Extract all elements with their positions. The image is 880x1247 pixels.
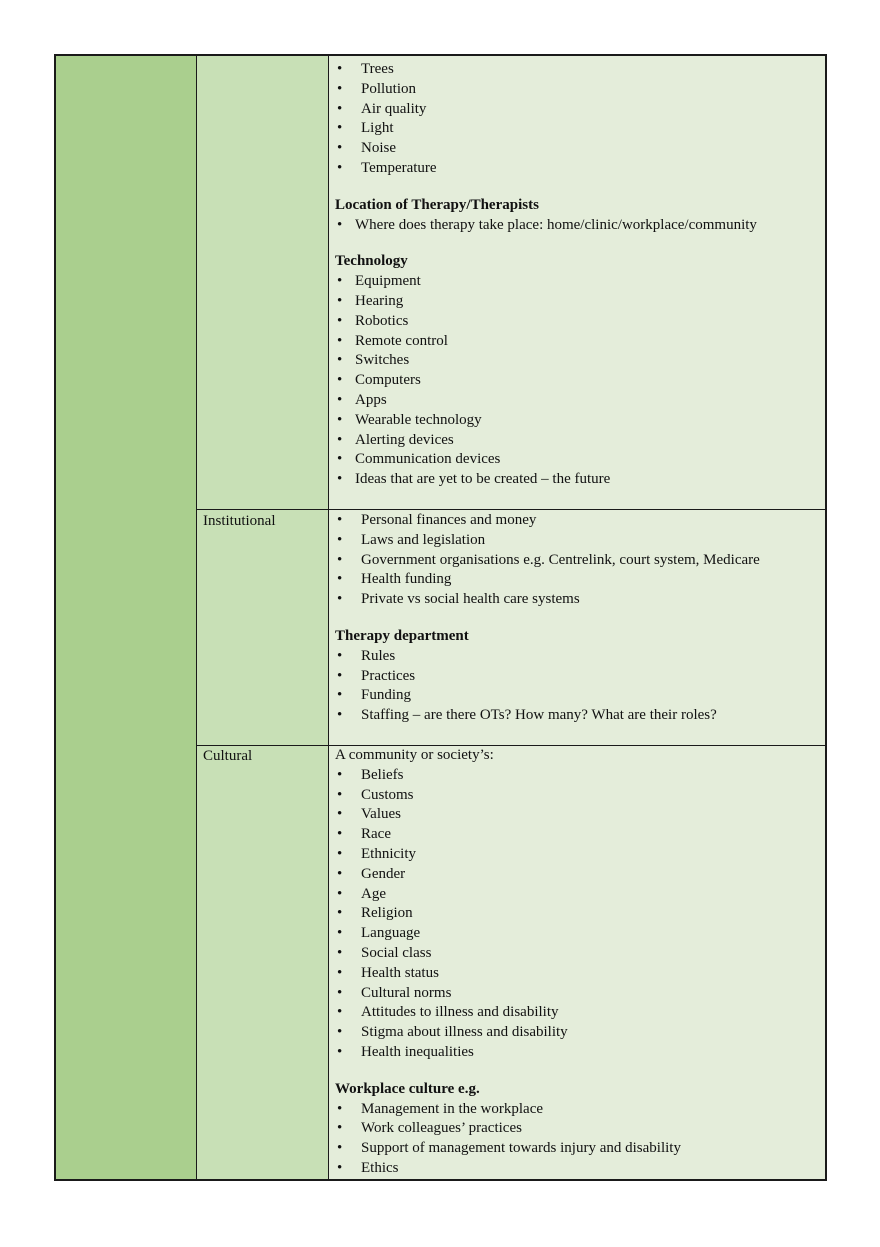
- list-item: • Wearable technology: [335, 411, 819, 431]
- list-item: • Ethics: [335, 1159, 819, 1179]
- row-divider: [197, 509, 825, 510]
- environment-table: [54, 54, 827, 1181]
- list-item: • Health funding: [335, 570, 819, 590]
- location-list: [335, 216, 819, 236]
- category-column: [56, 56, 197, 1179]
- list-item: • Computers: [335, 371, 819, 391]
- cultural-label: Cultural: [203, 748, 253, 764]
- list-item: • Work colleagues’ practices: [335, 1119, 819, 1139]
- cultural-cell: [335, 746, 819, 1179]
- workplace-culture-heading: Workplace culture e.g.: [335, 1080, 480, 1097]
- therapy-department-list: [335, 647, 819, 726]
- list-item: • Rules: [335, 647, 819, 667]
- list-item: • Alerting devices: [335, 431, 819, 451]
- list-item: • Beliefs: [335, 766, 819, 786]
- list-item: • Remote control: [335, 332, 819, 352]
- list-item: • Communication devices: [335, 450, 819, 470]
- list-item: • Pollution: [335, 80, 819, 100]
- list-item: • Trees: [335, 60, 819, 80]
- technology-heading: Technology: [335, 253, 408, 270]
- technology-list: [335, 272, 819, 490]
- list-item: • Health inequalities: [335, 1043, 819, 1063]
- list-item: • Ideas that are yet to be created – the future: [335, 470, 819, 490]
- workplace-culture-list: [335, 1100, 819, 1179]
- list-item: • Light: [335, 119, 819, 139]
- list-item: • Cultural norms: [335, 984, 819, 1004]
- institutional-label: Institutional: [203, 513, 276, 529]
- list-item: • Support of management towards injury and disability: [335, 1139, 819, 1159]
- location-heading: Location of Therapy/Therapists: [335, 196, 539, 213]
- list-item: • Funding: [335, 686, 819, 706]
- list-item: • Practices: [335, 667, 819, 687]
- list-item: • Staffing – are there OTs? How many? What are their roles?: [335, 706, 819, 726]
- institutional-cell: [335, 511, 819, 726]
- list-item: • Language: [335, 924, 819, 944]
- list-item: • Robotics: [335, 312, 819, 332]
- list-item: • Where does therapy take place: home/clinic/workplace/community: [335, 216, 819, 236]
- list-item: • Race: [335, 825, 819, 845]
- list-item: • Laws and legislation: [335, 531, 819, 551]
- list-item: • Apps: [335, 391, 819, 411]
- list-item: • Personal finances and money: [335, 511, 819, 531]
- environment-list: [335, 60, 819, 179]
- cultural-intro: A community or society’s:: [335, 747, 494, 763]
- therapy-department-heading: Therapy department: [335, 627, 469, 644]
- list-item: • Gender: [335, 865, 819, 885]
- list-item: • Age: [335, 885, 819, 905]
- subcategory-column: [197, 56, 329, 1179]
- list-item: • Customs: [335, 786, 819, 806]
- list-item: • Government organisations e.g. Centrelink, court system, Medicare: [335, 551, 819, 571]
- cultural-list: [335, 766, 819, 1063]
- list-item: • Equipment: [335, 272, 819, 292]
- list-item: • Air quality: [335, 100, 819, 120]
- institutional-list: [335, 511, 819, 610]
- list-item: • Hearing: [335, 292, 819, 312]
- list-item: • Values: [335, 805, 819, 825]
- list-item: • Health status: [335, 964, 819, 984]
- list-item: • Management in the workplace: [335, 1100, 819, 1120]
- list-item: • Social class: [335, 944, 819, 964]
- list-item: • Noise: [335, 139, 819, 159]
- list-item: • Ethnicity: [335, 845, 819, 865]
- physical-cell: [335, 60, 819, 490]
- list-item: • Stigma about illness and disability: [335, 1023, 819, 1043]
- list-item: • Temperature: [335, 159, 819, 179]
- list-item: • Private vs social health care systems: [335, 590, 819, 610]
- list-item: • Attitudes to illness and disability: [335, 1003, 819, 1023]
- list-item: • Switches: [335, 351, 819, 371]
- list-item: • Religion: [335, 904, 819, 924]
